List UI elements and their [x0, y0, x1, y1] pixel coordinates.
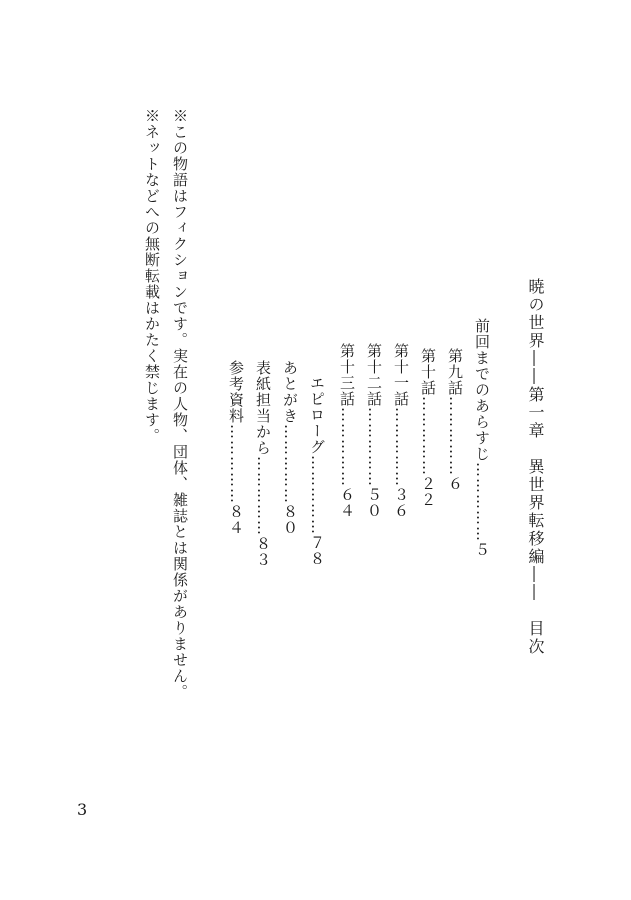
- page-number: 3: [77, 800, 88, 819]
- toc-entry-synopsis: 前回までのあらすじ……………５: [473, 318, 491, 558]
- toc-entry-references: 参考資料……………８４: [227, 360, 245, 536]
- toc-entry-cover-artist: 表紙担当から……………８３: [254, 360, 272, 568]
- toc-entry-chapter-9: 第九話……………６: [446, 348, 464, 492]
- toc-entry-chapter-11: 第十一話……………３６: [392, 343, 410, 519]
- toc-entry-chapter-13: 第十三話……………６４: [338, 343, 356, 519]
- toc-heading: 暁の世界――第一章 異世界転移編―― 目次: [526, 278, 545, 656]
- toc-entry-chapter-12: 第十二話……………５０: [365, 343, 383, 519]
- reprint-prohibition-notice: ※ネットなどへの無断転載はかたく禁じます。: [143, 108, 161, 444]
- toc-entry-afterword: あとがき……………８０: [281, 360, 299, 536]
- toc-entry-chapter-10: 第十話……………２２: [419, 348, 437, 508]
- toc-entry-epilogue: エピローグ……………７８: [308, 375, 326, 567]
- fiction-disclaimer: ※この物語はフィクションです。実在の人物、団体、雑誌とは関係がありません。: [171, 108, 189, 700]
